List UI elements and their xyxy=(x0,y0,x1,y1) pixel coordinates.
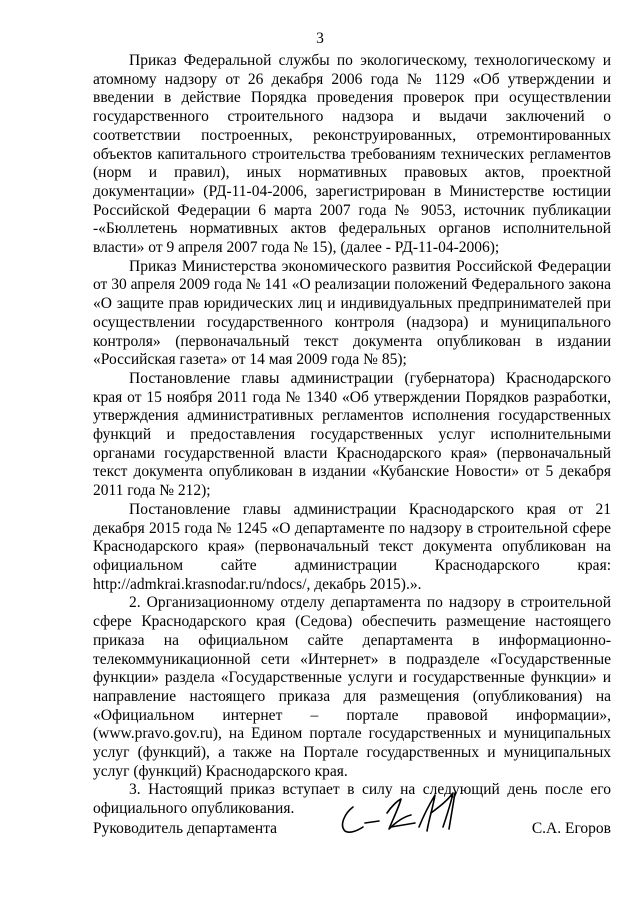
page-number: 3 xyxy=(316,30,324,47)
document-body xyxy=(93,52,611,819)
paragraph-rostekhnadzor-order: Приказ Федеральной службы по экологическому, технологическому и атомному надзору от 26 декабря 2006 года № 1129 «Об утверждении и введении в действие Порядка проведения проверок при осуществлении государственного строительного надзора и выдачи заключений о соответствии построенных, реконструированных, отремонтированных объектов капитального строительства требованиям технических регламентов (норм и правил), иных нормативных правовых актов, проектной документации» (РД-11-04-2006, зарегистрирован в Министерстве юстиции Российской Федерации 6 марта 2007 года № 9053, источник публикации -«Бюллетень нормативных актов федеральных органов исполнительной власти» от 9 апреля 2007 года № 15), (далее - РД-11-04-2006); xyxy=(93,52,611,257)
signature-block xyxy=(93,783,611,853)
paragraph-item-2-publication: 2. Организационному отделу департамента по надзору в строительной сфере Краснодарского края (Седова) обеспечить размещение настоящего приказа на официальном сайте департамента в информационно-телекоммуникационной сети «Интернет» в подразделе «Государственные функции» раздела «Государственные услуги и государственные функции» и направление настоящего приказа для размещения (опубликования) на «Официальном интернет – портале правовой информации», (www.pravo.gov.ru), на Едином портале государственных и муниципальных услуг (функций), а также на Портале государственных и муниципальных услуг (функций) Краснодарского края. xyxy=(93,594,611,780)
paragraph-item-3-effective-date: 3. Настоящий приказ вступает в силу на следующий день после его официального опубликования. xyxy=(93,781,611,818)
paragraph-minecon-order: Приказ Министерства экономического развития Российской Федерации от 30 апреля 2009 года № 141 «О реализации положений Федерального закона «О защите прав юридических лиц и индивидуальных предпринимателей при осуществлении государственного контроля (надзора) и муниципального контроля» (первоначальный текст документа опубликован в издании «Российская газета» от 14 мая 2009 года № 85); xyxy=(93,257,611,369)
paragraph-governor-resolution-2015: Постановление главы администрации Краснодарского края от 21 декабря 2015 года № 1245 «О департаменте по надзору в строительной сфере Краснодарского края» (первоначальный текст документа опубликован на официальном сайте администрации Краснодарского края: http://admkrai.krasnodar.ru/ndocs/, декабрь 2015).». xyxy=(93,500,611,593)
signatory-position: Руководитель департамента xyxy=(93,820,278,837)
handwritten-signature-icon xyxy=(331,783,481,843)
paragraph-governor-resolution-2011: Постановление главы администрации (губернатора) Краснодарского края от 15 ноября 2011 года № 1340 «Об утверждении Порядков разработки, утверждения административных регламентов исполнения государственных функций и предоставления государственных услуг исполнительными органами государственной власти Краснодарского края» (первоначальный текст документа опубликован в издании «Кубанские Новости» от 5 декабря 2011 года № 212); xyxy=(93,369,611,500)
signatory-name: С.А. Егоров xyxy=(531,820,611,837)
